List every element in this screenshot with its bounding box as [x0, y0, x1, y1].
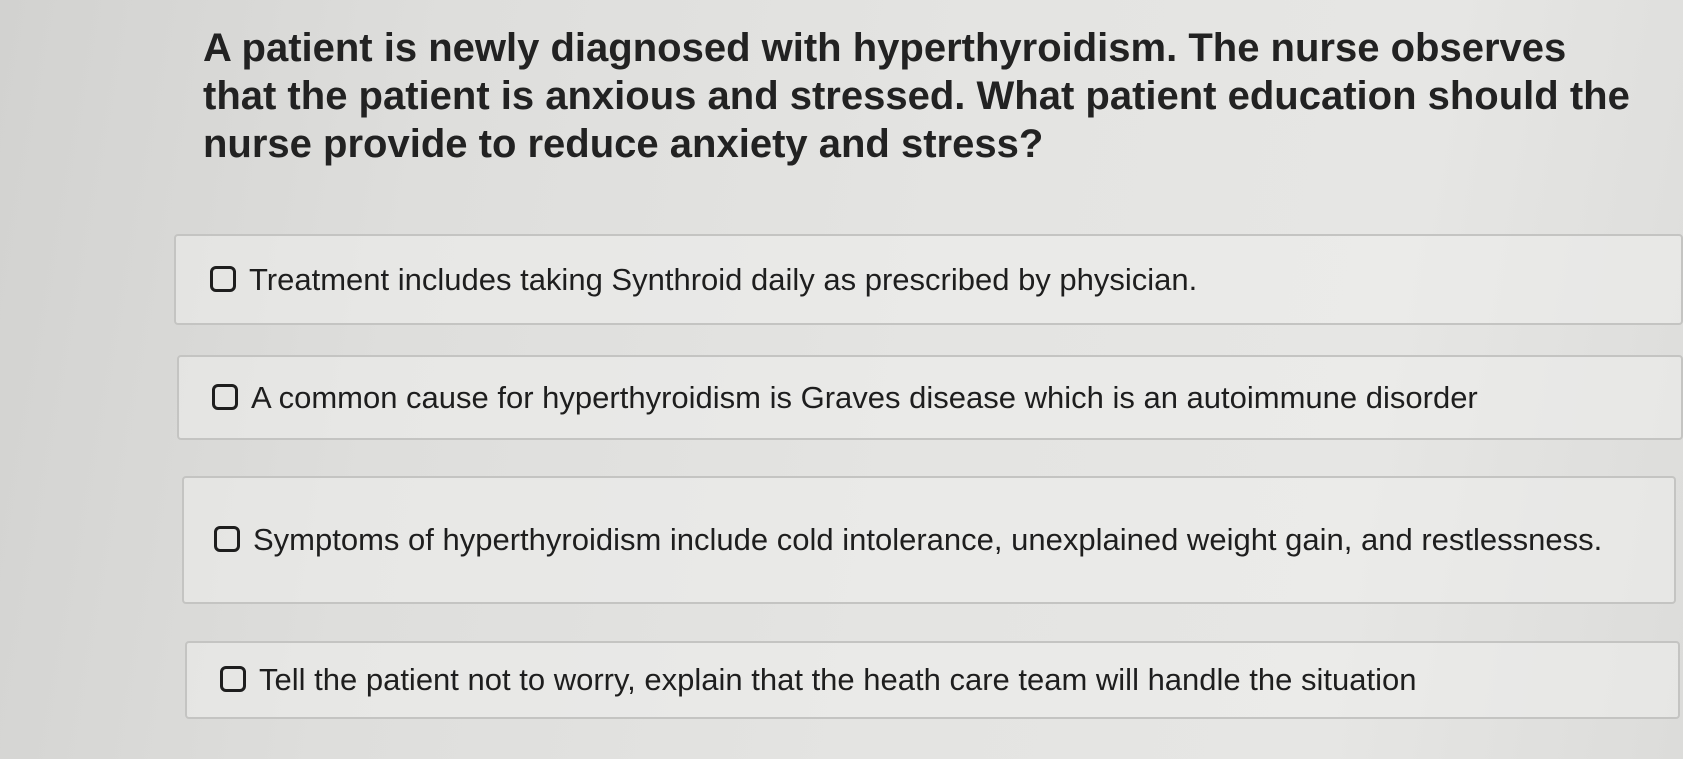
option-label: Symptoms of hyperthyroidism include cold intolerance, unexplained weight gain, and restlessness.	[253, 522, 1603, 557]
answer-option-2[interactable]	[177, 355, 1683, 440]
option-label: A common cause for hyperthyroidism is Graves disease which is an autoimmune disorder	[251, 379, 1478, 415]
checkbox-icon[interactable]	[214, 526, 240, 552]
question-text: A patient is newly diagnosed with hyperthyroidism. The nurse observes that the patient is anxious and stressed. What patient education should the nurse provide to reduce anxiety and stress?	[203, 26, 1630, 166]
answer-option-4[interactable]	[185, 641, 1680, 719]
option-label: Treatment includes taking Synthroid daily as prescribed by physician.	[249, 261, 1198, 297]
checkbox-icon[interactable]	[220, 666, 246, 692]
checkbox-icon[interactable]	[212, 384, 238, 410]
checkbox-icon[interactable]	[210, 266, 236, 292]
answer-option-3[interactable]	[182, 476, 1676, 604]
option-label: Tell the patient not to worry, explain that the heath care team will handle the situation	[259, 662, 1417, 697]
answer-option-1[interactable]	[174, 234, 1683, 325]
